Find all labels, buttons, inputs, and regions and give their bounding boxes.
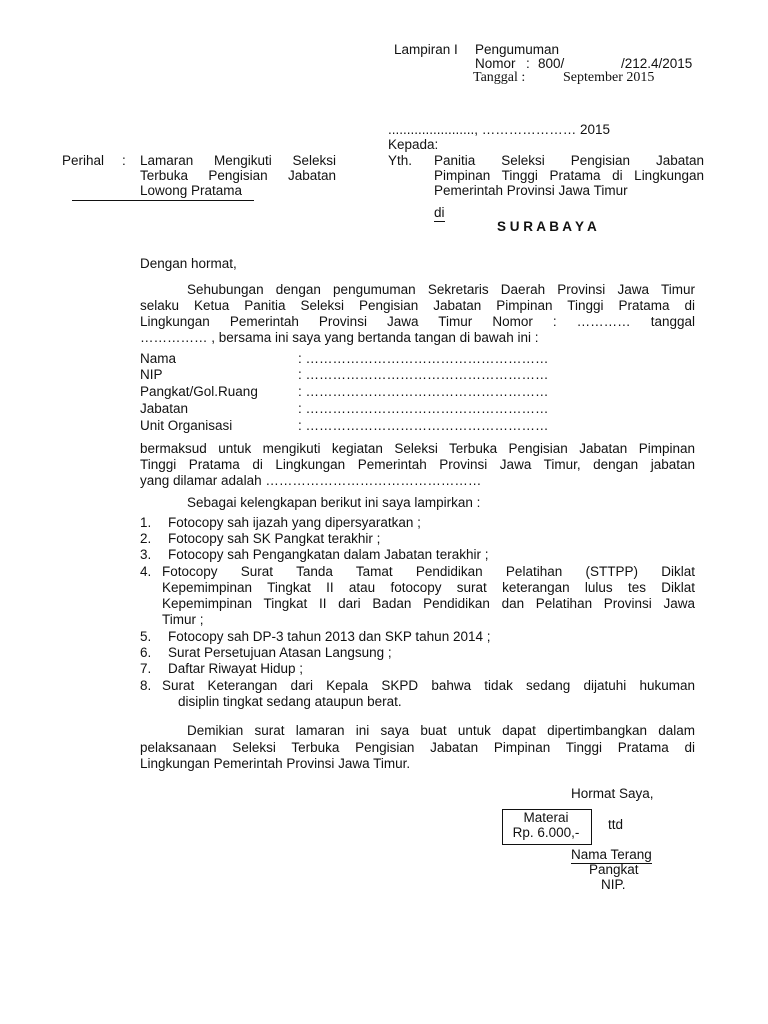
recipient-line-2: Pimpinan Tinggi Pratama di Lingkungan [434,168,704,183]
attachment-number-3: 3. [140,547,152,562]
attachment-item-2: Fotocopy sah SK Pangkat terakhir ; [168,531,381,546]
attachment-item-4-line-3: Kepemimpinan Tingkat II dari Badan Pendidikan dan Pelatihan Provinsi Jawa [162,596,695,611]
attachment-number-2: 2. [140,531,152,546]
signature-pangkat: Pangkat [589,862,639,877]
attachment-item-4-line-2: Kepemimpinan Tingkat II atau fotocopy surat keterangan lulus tes Diklat [162,580,695,595]
greeting: Dengan hormat, [140,256,237,271]
nomor-separator: : [526,56,530,71]
closing-line-1: Demikian surat lamaran ini saya buat untuk dapat dipertimbangkan dalam [187,723,695,738]
field-label-pangkat: Pangkat/Gol.Ruang [140,384,258,399]
materai-label: Materai [523,810,569,825]
field-value-unit-organisasi: : ……………………………………………… [298,418,549,433]
pengumuman-label: Pengumuman [475,42,560,57]
signature-name-text: Nama Terang [571,847,652,862]
lampiran-label: Lampiran I [394,42,458,57]
attachment-number-8: 8. [140,678,152,693]
field-value-pangkat: : ……………………………………………… [298,384,549,399]
attachments-intro: Sebagai kelengkapan berikut ini saya lampirkan : [187,495,481,510]
signature-name [571,847,652,863]
yth-label: Yth. [388,153,413,168]
field-label-nama: Nama [140,351,177,366]
purpose-line-1: bermaksud untuk mengikuti kegiatan Seleksi Terbuka Pengisian Jabatan Pimpinan [140,441,695,456]
attachment-number-4: 4. [140,564,152,579]
intro-line-3: Lingkungan Pemerintah Provinsi Jawa Timur Nomor : ………… tanggal [140,314,695,329]
intro-line-4: …………… , bersama ini saya yang bertanda tangan di bawah ini : [140,330,539,345]
attachment-item-3: Fotocopy sah Pengangkatan dalam Jabatan terakhir ; [168,547,489,562]
purpose-line-2: Tinggi Pratama di Lingkungan Pemerintah Provinsi Jawa Timur, dengan jabatan [140,457,695,472]
attachment-number-6: 6. [140,645,152,660]
attachment-item-1: Fotocopy sah ijazah yang dipersyaratkan ; [168,515,421,530]
city-surabaya: S U R A B A Y A [497,219,597,234]
nomor-part-a: 800/ [538,56,565,71]
di-label [434,205,445,221]
attachment-item-4-line-4: Timur ; [162,612,204,627]
field-label-jabatan: Jabatan [140,401,189,416]
di-text: di [434,205,445,220]
kepada-label: Kepada: [388,137,439,152]
attachment-item-7: Daftar Riwayat Hidup ; [168,661,304,676]
recipient-line-1: Panitia Seleksi Pengisian Jabatan [434,153,704,168]
closing-line-2: pelaksanaan Seleksi Terbuka Pengisian Jabatan Pimpinan Tinggi Pratama di [140,740,695,755]
recipient-line-3: Pemerintah Provinsi Jawa Timur [434,183,628,198]
field-label-nip: NIP [140,367,163,382]
tanggal-value: September 2015 [563,70,655,85]
attachment-item-8-line-1: Surat Keterangan dari Kepala SKPD bahwa tidak sedang dijatuhi hukuman [162,678,695,693]
perihal-separator: : [122,153,126,168]
perihal-line-1: Lamaran Mengikuti Seleksi [140,153,336,168]
attachment-number-7: 7. [140,661,152,676]
perihal-label: Perihal [62,153,105,168]
signature-nip: NIP. [601,877,626,892]
place-date-line: ......................., ………………… 2015 [388,122,611,137]
attachment-item-5: Fotocopy sah DP-3 tahun 2013 dan SKP tahun 2014 ; [168,629,491,644]
attachment-item-6: Surat Persetujuan Atasan Langsung ; [168,645,392,660]
field-value-jabatan: : ……………………………………………… [298,401,549,416]
closing-line-3: Lingkungan Pemerintah Provinsi Jawa Timur. [140,756,411,771]
perihal-line-3: Lowong Pratama [140,183,243,198]
intro-line-2: selaku Ketua Panitia Seleksi Pengisian Jabatan Pimpinan Tinggi Pratama di [140,298,695,313]
intro-line-1: Sehubungan dengan pengumuman Sekretaris Daerah Provinsi Jawa Timur [187,282,695,297]
attachment-item-8-line-2: disiplin tingkat sedang ataupun berat. [178,694,402,709]
field-label-unit-organisasi: Unit Organisasi [140,418,233,433]
attachment-number-1: 1. [140,515,152,530]
nomor-part-b: /212.4/2015 [621,56,693,71]
nomor-label: Nomor [475,56,516,71]
field-value-nama: : ……………………………………………… [298,351,549,366]
ttd-label: ttd [608,817,624,832]
purpose-line-3: yang dilamar adalah ………………………………………… [140,473,482,488]
materai-value: Rp. 6.000,- [512,825,580,840]
perihal-underline [72,200,254,201]
perihal-line-2: Terbuka Pengisian Jabatan [140,168,336,183]
hormat-saya: Hormat Saya, [571,786,654,801]
tanggal-label: Tanggal : [473,70,526,85]
field-value-nip: : ……………………………………………… [298,367,549,382]
attachment-item-4-line-1: Fotocopy Surat Tanda Tamat Pendidikan Pelatihan (STTPP) Diklat [162,564,695,579]
attachment-number-5: 5. [140,629,152,644]
